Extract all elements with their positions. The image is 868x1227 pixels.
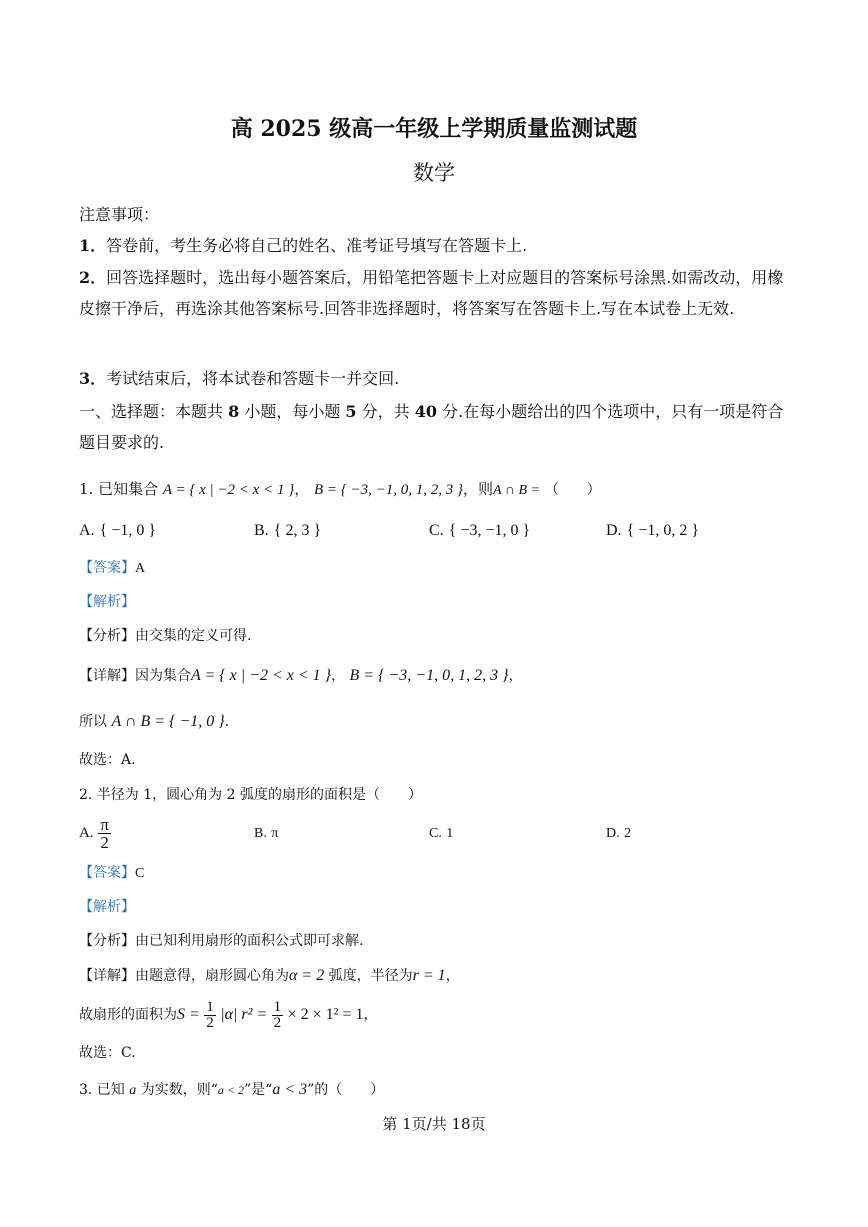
question-3-stem bbox=[79, 1074, 384, 1106]
fraction-numerator: 1 bbox=[206, 998, 214, 1015]
section-1-text-d: 分.在每小题给出的四个选项中，只有一项是符合题目要求的. bbox=[79, 402, 784, 452]
section-1-points-total: 40 bbox=[414, 402, 438, 421]
detail-set-a: A = { x | −2 < x < 1 } bbox=[191, 667, 332, 684]
question-2-option-c bbox=[429, 818, 453, 849]
question-1-stem bbox=[79, 474, 601, 506]
question-1-answer bbox=[79, 553, 145, 584]
detail-alpha: α = 2 bbox=[289, 967, 325, 984]
fenxi-tag: 【分析】 bbox=[79, 933, 135, 949]
area-comma: ， bbox=[363, 1007, 378, 1023]
notice-item-3 bbox=[79, 363, 399, 394]
option-label: D. bbox=[606, 826, 620, 841]
question-2-stem: 2. 半径为 1，圆心角为 2 弧度的扇形的面积是（ ） bbox=[79, 787, 422, 803]
option-label: D. bbox=[606, 522, 622, 539]
option-value: 1 bbox=[446, 826, 454, 841]
section-1-count: 8 bbox=[228, 402, 240, 421]
question-1-set-b: B = { −3, −1, 0, 1, 2, 3 } bbox=[314, 482, 464, 498]
fraction-denominator: 2 bbox=[100, 833, 109, 852]
detail-tag: 【详解】 bbox=[79, 668, 135, 684]
option-value: { −1, 0, 2 } bbox=[626, 522, 700, 539]
answer-tag: 【答案】 bbox=[79, 865, 135, 881]
area-mid: |α| r² = bbox=[220, 1006, 268, 1023]
q3-text-a: 3. 已知 bbox=[79, 1082, 125, 1098]
notice-item-2-number: 2． bbox=[79, 268, 107, 287]
detail-text-a: 由题意得，扇形圆心角为 bbox=[135, 968, 289, 984]
question-1-choose: 故选：A. bbox=[79, 752, 136, 768]
detail-sep: ， bbox=[331, 668, 346, 684]
notice-item-2-text: 回答选择题时，选出每小题答案后，用铅笔把答题卡上对应题目的答案标号涂黑.如需改动，用橡皮擦干净后，再选涂其他答案标号.回答非选择题时，将答案写在答题卡上.写在本试卷上无效. bbox=[79, 268, 784, 318]
area-lhs: S = bbox=[177, 1006, 200, 1023]
fraction-numerator: π bbox=[100, 815, 109, 834]
notice-item-3-number: 3． bbox=[79, 369, 107, 388]
fenxi-text: 由已知利用扇形的面积公式即可求解. bbox=[135, 933, 364, 949]
question-1-sep: ， bbox=[294, 480, 310, 498]
detail-tag: 【详解】 bbox=[79, 968, 135, 984]
option-value: 2 bbox=[624, 826, 632, 841]
detail-text-c: ， bbox=[445, 968, 460, 984]
fraction-denominator: 2 bbox=[273, 1014, 282, 1031]
detail-text-b: 弧度，半径为 bbox=[324, 968, 413, 984]
q3-var: a bbox=[129, 1083, 137, 1098]
section-1-text-c: 分，共 bbox=[356, 402, 415, 421]
notice-item-2 bbox=[79, 262, 791, 324]
question-2-option-d bbox=[606, 818, 631, 849]
notice-item-1-text: 答卷前，考生务必将自己的姓名、准考证号填写在答题卡上. bbox=[106, 236, 528, 255]
fraction-denominator: 2 bbox=[206, 1014, 214, 1031]
conclusion-end: . bbox=[224, 714, 230, 730]
conclusion-prefix: 所以 bbox=[79, 714, 107, 730]
question-1-option-c bbox=[429, 514, 530, 546]
section-1-points-each: 5 bbox=[345, 402, 357, 421]
question-1-paren: （ ） bbox=[544, 482, 601, 498]
area-end: × 2 × 1² = 1 bbox=[287, 1006, 364, 1023]
q3-text-b: 为实数，则“ bbox=[140, 1082, 218, 1098]
answer-value: A bbox=[135, 561, 146, 576]
option-value: π bbox=[271, 826, 279, 841]
question-1-option-d bbox=[606, 514, 699, 546]
q3-cond-2: a < 3 bbox=[272, 1081, 308, 1098]
q3-cond-1: a < 2 bbox=[217, 1083, 244, 1097]
area-prefix: 故扇形的面积为 bbox=[79, 1007, 177, 1023]
area-fraction-1 bbox=[204, 1000, 216, 1031]
question-2-choose: 故选：C. bbox=[79, 1045, 136, 1061]
question-1-set-a: A = { x | −2 < x < 1 } bbox=[162, 482, 295, 498]
option-label: A. bbox=[79, 522, 95, 539]
option-label: B. bbox=[254, 826, 267, 841]
page-footer: 第 1页/共 18页 bbox=[382, 1115, 486, 1133]
area-fraction-2 bbox=[272, 1000, 284, 1031]
question-1-conclusion bbox=[79, 706, 229, 738]
section-1-heading bbox=[79, 396, 791, 458]
question-2-area bbox=[79, 995, 378, 1035]
question-1-option-a bbox=[79, 514, 156, 546]
question-2-option-b bbox=[254, 818, 278, 849]
section-1-text-b: 小题，每小题 bbox=[239, 402, 346, 421]
question-1-ask: A ∩ B = bbox=[493, 483, 540, 498]
notice-item-3-text: 考试结束后，将本试卷和答题卡一并交回. bbox=[106, 369, 400, 388]
exam-title: 高 2025 级高一年级上学期质量监测试题 bbox=[230, 116, 638, 142]
detail-set-b: B = { −3, −1, 0, 1, 2, 3 } bbox=[349, 667, 509, 684]
question-2-fenxi bbox=[79, 926, 363, 957]
option-label: C. bbox=[429, 522, 444, 539]
question-1-fenxi bbox=[79, 621, 251, 652]
option-a-fraction bbox=[98, 816, 111, 851]
question-1-prefix: 1. 已知集合 bbox=[79, 480, 159, 498]
answer-tag: 【答案】 bbox=[79, 560, 135, 576]
answer-value: C bbox=[135, 866, 145, 881]
question-2-answer bbox=[79, 858, 144, 889]
detail-prefix: 因为集合 bbox=[135, 668, 191, 684]
question-2-analysis-tag: 【解析】 bbox=[79, 899, 135, 915]
notice-heading: 注意事项： bbox=[79, 205, 160, 224]
question-1-ask-prefix: ，则 bbox=[463, 480, 494, 498]
exam-subject: 数学 bbox=[413, 161, 455, 185]
option-value: { 2, 3 } bbox=[273, 522, 322, 539]
question-2-option-a bbox=[79, 816, 111, 851]
section-1-text-a: 一、选择题：本题共 bbox=[79, 402, 229, 421]
fenxi-text: 由交集的定义可得. bbox=[135, 628, 252, 644]
fraction-numerator: 1 bbox=[273, 998, 282, 1015]
question-1-option-b bbox=[254, 514, 321, 546]
fenxi-tag: 【分析】 bbox=[79, 628, 135, 644]
question-1-detail bbox=[79, 660, 523, 692]
notice-item-1-number: 1． bbox=[79, 236, 107, 255]
option-label: B. bbox=[254, 522, 269, 539]
notice-item-1 bbox=[79, 230, 527, 261]
option-label: A. bbox=[79, 825, 94, 841]
option-value: { −3, −1, 0 } bbox=[448, 522, 531, 539]
detail-end: ， bbox=[508, 668, 523, 684]
question-1-analysis-tag: 【解析】 bbox=[79, 594, 135, 610]
option-value: { −1, 0 } bbox=[99, 522, 157, 539]
detail-radius: r = 1 bbox=[412, 967, 446, 984]
question-2-detail bbox=[79, 960, 460, 992]
conclusion-expr: A ∩ B = { −1, 0 } bbox=[111, 713, 225, 730]
q3-text-c: ”是“ bbox=[244, 1082, 273, 1098]
option-label: C. bbox=[429, 826, 442, 841]
q3-text-d: ”的（ ） bbox=[307, 1082, 385, 1098]
